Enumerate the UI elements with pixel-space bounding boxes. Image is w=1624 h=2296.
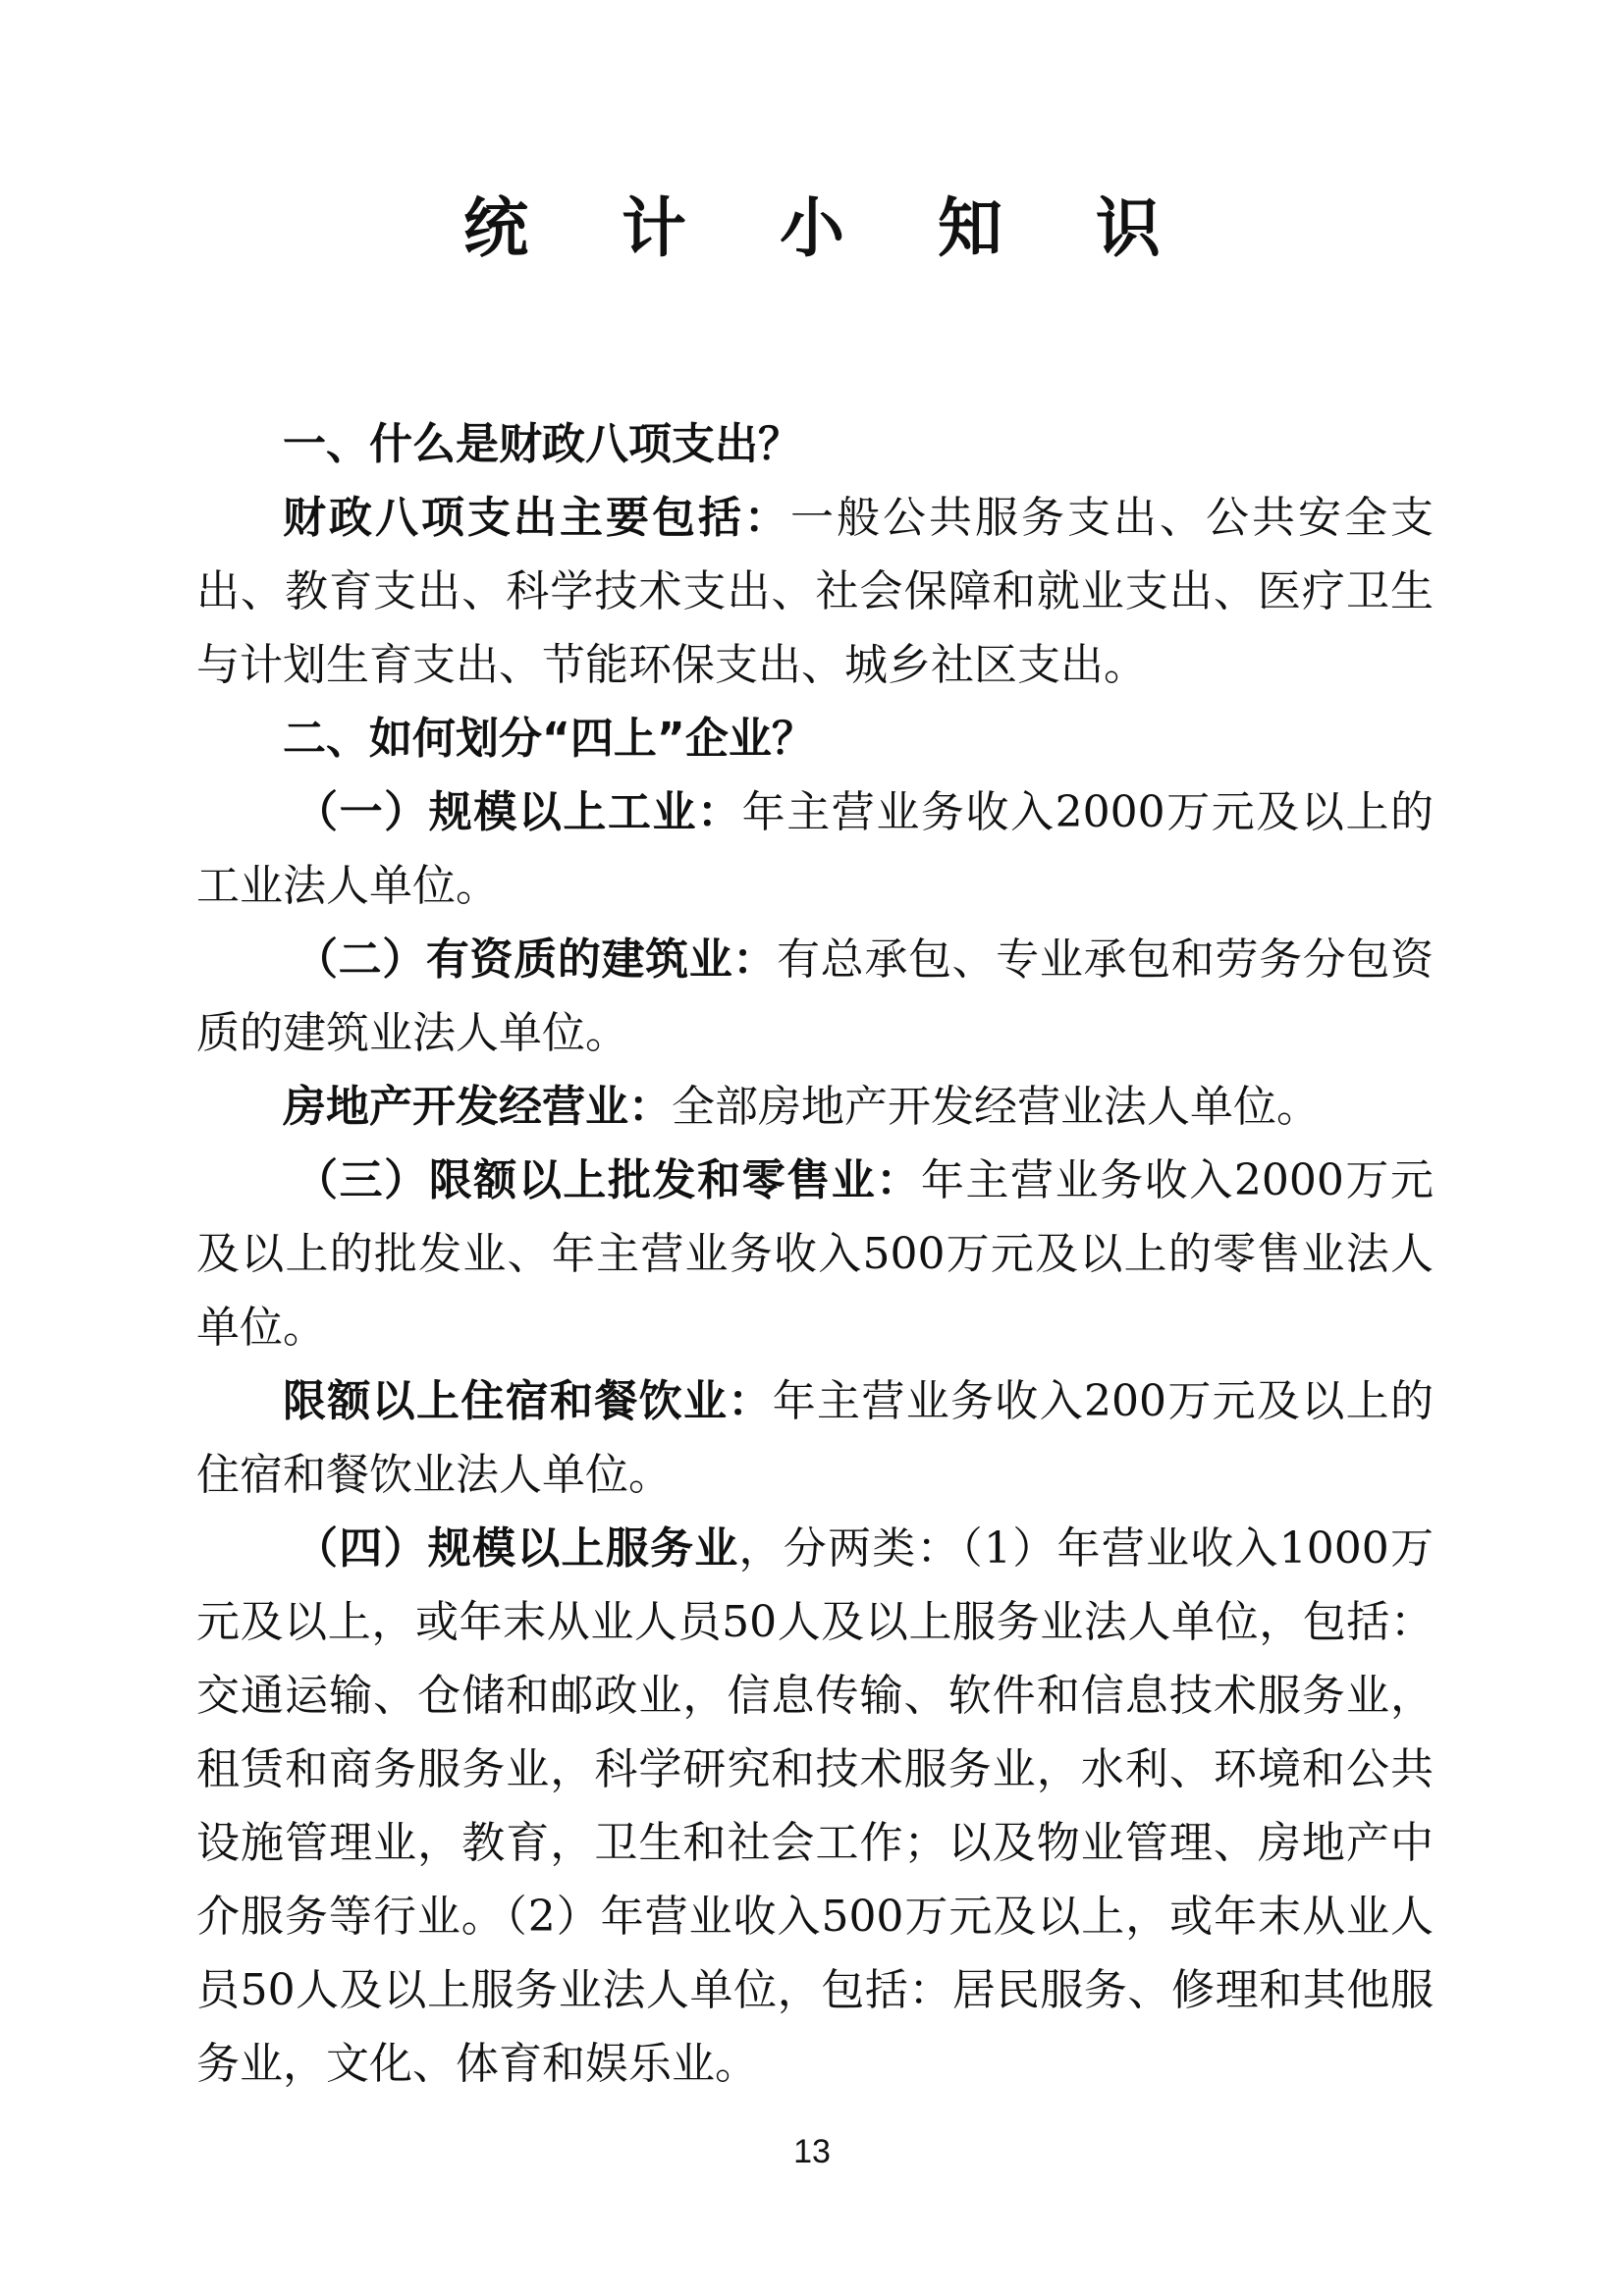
- paragraph-text: 年主营业务收入2000万元及以上的工业法人单位。: [196, 787, 1435, 911]
- paragraph-lead: 财政八项支出主要包括：: [283, 493, 790, 543]
- paragraph-lead: （四）规模以上服务业: [295, 1523, 739, 1574]
- paragraph-text: 有总承包、专业承包和劳务分包资质的建筑业法人单位。: [196, 934, 1435, 1058]
- paragraph: [196, 1144, 1434, 1364]
- paragraph: [196, 923, 1434, 1070]
- page-title: 统 计 小 知 识: [463, 190, 1196, 266]
- paragraph: [196, 1512, 1434, 2101]
- paragraph: [196, 1364, 1434, 1512]
- paragraph-lead: 限额以上住宿和餐饮业：: [283, 1376, 773, 1426]
- paragraph-text: 年主营业务收入200万元及以上的住宿和餐饮业法人单位。: [196, 1376, 1435, 1500]
- paragraph: [196, 481, 1434, 702]
- paragraph-lead: 房地产开发经营业：: [283, 1082, 672, 1132]
- paragraph: [196, 775, 1434, 923]
- paragraph-lead: （二）有资质的建筑业：: [295, 934, 778, 985]
- paragraph-lead: （三）限额以上批发和零售业：: [295, 1155, 921, 1205]
- question-heading: 二、如何划分“四上”企业？: [283, 714, 815, 764]
- paragraph: [196, 1070, 1434, 1144]
- paragraph-text: 一般公共服务支出、公共安全支出、教育支出、科学技术支出、社会保障和就业支出、医疗卫生与计划生育支出、节能环保支出、城乡社区支出。: [196, 493, 1434, 690]
- page-number: 13: [793, 2133, 831, 2170]
- paragraph-lead: （一）规模以上工业：: [295, 787, 742, 837]
- paragraph-text: ，分两类：（1）年营业收入1000万元及以上，或年末从业人员50人及以上服务业法人单位，包括：交通运输、仓储和邮政业，信息传输、软件和信息技术服务业，租赁和商务服务业，科学研究和技术服务业，水利、环境和公共设施管理业，教育，卫生和社会工作；以及物业管理、房地产中介服务等行业。（2）年营业收入500万元及以上，或年末从业人员50人及以上服务业法人单位，包括：居民服务、修理和其他服务业，文化、体育和娱乐业。: [196, 1523, 1434, 2089]
- question-heading: 一、什么是财政八项支出？: [283, 419, 801, 469]
- document-body: [196, 407, 1434, 2101]
- paragraph-text: 全部房地产开发经营业法人单位。: [672, 1082, 1320, 1132]
- paragraph-text: 年主营业务收入2000万元及以上的批发业、年主营业务收入500万元及以上的零售业法人单位。: [196, 1155, 1434, 1353]
